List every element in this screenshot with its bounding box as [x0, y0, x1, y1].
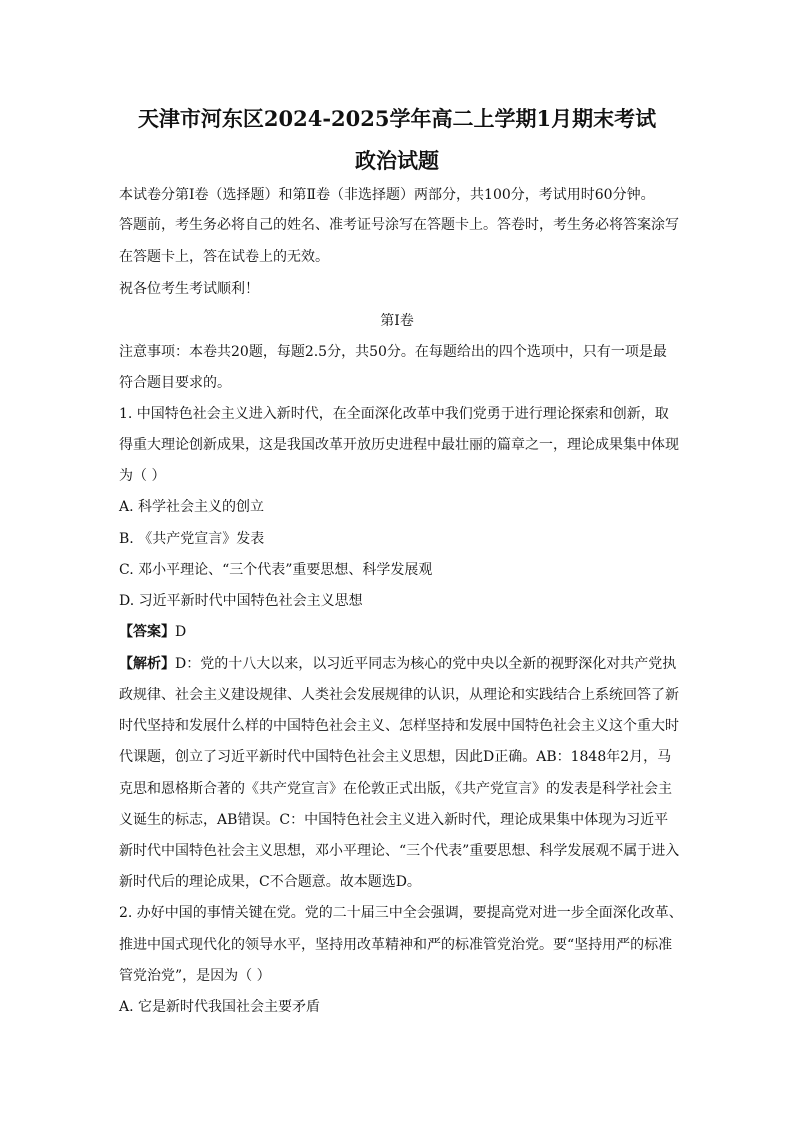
q2-stem-line-1: 2. 办好中国的事情关键在党。党的二十届三中全会强调，要提高党对进一步全面深化改革、: [119, 905, 683, 921]
q1-analysis-line-4: 代课题，创立了习近平新时代中国特色社会主义思想，因此D正确。AB：1848年2月，马: [119, 749, 672, 765]
q1-analysis-line-2: 政规律、社会主义建设规律、人类社会发展规律的认识，从理论和实践结合上系统回答了新: [119, 687, 679, 703]
q1-analysis-line-8: 新时代后的理论成果，C不合题意。故本题选D。: [119, 874, 421, 890]
intro-line-3: 在答题卡上，答在试卷上的无效。: [119, 249, 329, 265]
q1-analysis-line-1: [119, 655, 679, 673]
document-subtitle: 政治试题: [355, 148, 439, 173]
document-title: 天津市河东区2024-2025学年高二上学期1月期末考试: [137, 106, 657, 131]
q1-stem-line-1: 1. 中国特色社会主义进入新时代，在全面深化改革中我们党勇于进行理论探索和创新，取: [119, 406, 669, 422]
section-title: 第Ⅰ卷: [380, 313, 414, 329]
q1-analysis-line-7: 新时代中国特色社会主义思想，邓小平理论、“三个代表”重要思想、科学发展观不属于进入: [119, 843, 680, 859]
q1-analysis-line-6: 义诞生的标志，AB错误。C：中国特色社会主义进入新时代，理论成果集中体现为习近平: [119, 812, 669, 828]
intro-line-2: 答题前，考生务必将自己的姓名、准考证号涂写在答题卡上。答卷时，考生务必将答案涂写: [119, 217, 679, 233]
q1-option-c: C. 邓小平理论、“三个代表”重要思想、科学发展观: [119, 562, 433, 578]
notice-line-1: 注意事项：本卷共20题，每题2.5分，共50分。在每题给出的四个选项中，只有一项是最: [119, 344, 667, 360]
analysis-label: 【解析】: [119, 656, 175, 672]
q1-answer: [119, 623, 679, 641]
q1-option-b: B. 《共产党宣言》发表: [119, 531, 265, 547]
notice-line-2: 符合题目要求的。: [119, 375, 231, 391]
answer-value: D: [175, 624, 187, 640]
q1-stem-line-2: 得重大理论创新成果，这是我国改革开放历史进程中最壮丽的篇章之一，理论成果集中体现: [119, 437, 679, 453]
q1-stem-line-3: 为（ ）: [119, 468, 166, 484]
q2-stem-line-2: 推进中国式现代化的领导水平，坚持用改革精神和严的标准管党治党。要“坚持用严的标准: [119, 937, 673, 953]
q2-stem-line-3: 管党治党”，是因为（ ）: [119, 968, 271, 984]
q2-option-a: A. 它是新时代我国社会主要矛盾: [119, 999, 321, 1015]
intro-line-4: 祝各位考生考试顺利！: [119, 281, 259, 297]
q1-option-a: A. 科学社会主义的创立: [119, 499, 265, 515]
q1-option-d: D. 习近平新时代中国特色社会主义思想: [119, 593, 363, 609]
answer-label: 【答案】: [119, 624, 175, 640]
analysis-text: D：党的十八大以来，以习近平同志为核心的党中央以全新的视野深化对共产党执: [175, 656, 677, 672]
intro-line-1: 本试卷分第Ⅰ卷（选择题）和第Ⅱ卷（非选择题）两部分，共100分，考试用时60分钟。: [119, 187, 655, 203]
q1-analysis-line-3: 时代坚持和发展什么样的中国特色社会主义、怎样坚持和发展中国特色社会主义这个重大时: [119, 718, 679, 734]
q1-analysis-line-5: 克思和恩格斯合著的《共产党宣言》在伦敦正式出版，《共产党宣言》的发表是科学社会主: [119, 781, 672, 797]
